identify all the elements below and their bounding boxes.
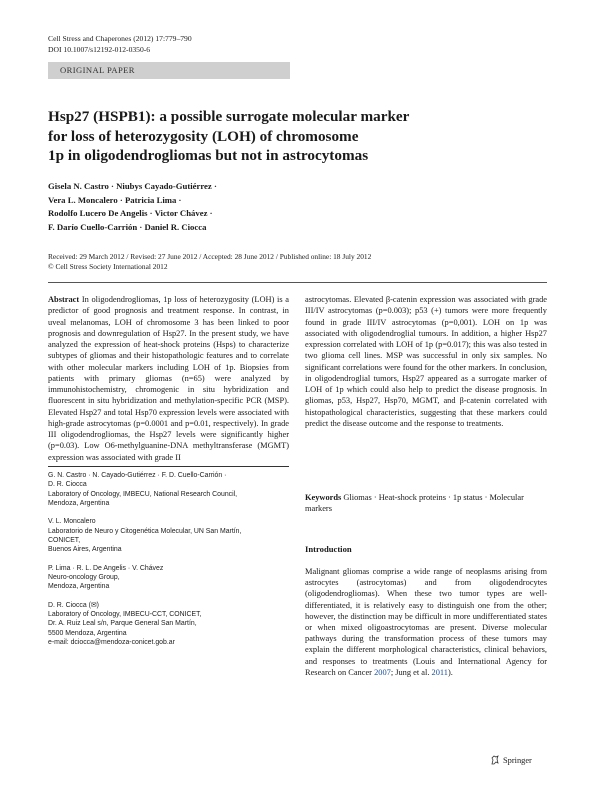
keywords-text: Gliomas · Heat-shock proteins · 1p status · Molecular markers xyxy=(305,493,524,514)
affiliation-block xyxy=(48,471,289,508)
journal-citation: Cell Stress and Chaperones (2012) 17:779–790 xyxy=(48,34,192,43)
article-type-bar xyxy=(48,62,290,79)
article-history xyxy=(48,252,548,272)
publisher-logo xyxy=(490,755,532,765)
doi: DOI 10.1007/s12192-012-0350-6 xyxy=(48,44,151,54)
authors-line-2: Vera L. Moncalero · Patricia Lima · xyxy=(48,194,182,205)
abstract-text: In oligodendrogliomas, 1p loss of heterozygosity (LOH) is a predictor of good prognosis and treatment response. In contrast, in uveal melanomas, LOH of chromosome 3 has been linked to poor prognosis and downregulation of Hsp27. In the present study, we have analyzed the expression of heat-shock proteins (Hsps) to characterize subtypes of gliomas and their histopathologic features and to correlate with other molecular markers including LOH of 1p. Biopsies from patients with primary gliomas (n=65) were analyzed by immunohistochemistry, chromogenic in situ hybridization and fluorescent in situ hybridization and methylation-specific PCR (MSP). Elevated Hsp27 and total Hsp70 expression levels were associated with high-grade astrocytomas (p=0.0001 and p=0.01, respectively). In grade III oligodendrogliomas, the Hsp27 levels were significantly higher (p=0.03). Low O6-methylguanine-DNA methyltransferase (MGMT) expression was associated with grade II xyxy=(48,295,289,462)
publisher-name: Springer xyxy=(503,755,532,765)
affiliations xyxy=(48,471,289,657)
abstract-right-column xyxy=(305,294,547,429)
abstract-text-continued: astrocytomas. Elevated β-catenin expression was associated with grade III/IV astrocytomas (p=0.003); p53 (+) tumors were more frequently found in grade III/IV astrocytomas (p=0,001). LOH on 1p was associated with oligodendroglial tumours. In addition, a higher Hsp27 expression correlated with LOH of 1p (p=0.017); this was also tested in two glioma cell lines. MSP was successful in only six samples. No significant correlations were found for the other markers. In conclusion, in oligodendroglial tumors, Hsp27 appeared as a surrogate marker of LOH of 1p which could also help to predict the disease prognosis. In gliomas, p53, Hsp27, Hsp70, MGMT, and β-catenin correlated with histopathological characteristics, suggesting that these markers could predict the disease outcome and the response to treatments. xyxy=(305,295,547,428)
header-divider xyxy=(48,282,547,283)
introduction-heading: Introduction xyxy=(305,544,352,554)
affiliation-city: Mendoza, Argentina xyxy=(48,500,110,508)
affiliation-city: Buenos Aires, Argentina xyxy=(48,546,122,554)
affiliation-org: Laboratorio de Neuro y Citogenética Molecular, UN San Martín, xyxy=(48,527,242,535)
article-title xyxy=(48,107,528,166)
introduction-text: ; Jung et al. xyxy=(390,667,432,677)
affiliation-names: V. L. Moncalero xyxy=(48,518,96,526)
affiliation-city: Mendoza, Argentina xyxy=(48,583,110,591)
keywords-label: Keywords xyxy=(305,493,342,502)
abstract-label: Abstract xyxy=(48,295,80,304)
history-dates: Received: 29 March 2012 / Revised: 27 June 2012 / Accepted: 28 June 2012 / Published online: 18 July 2012 xyxy=(48,252,372,261)
title-line-1: Hsp27 (HSPB1): a possible surrogate molecular marker xyxy=(48,108,410,125)
affiliation-block xyxy=(48,564,289,592)
affiliation-org: Laboratory of Oncology, IMBECU, National Research Council, xyxy=(48,490,238,498)
introduction-body xyxy=(305,566,547,678)
journal-meta xyxy=(48,34,192,55)
copyright: © Cell Stress Society International 2012 xyxy=(48,262,168,272)
affiliation-names: D. R. Ciocca (✉) xyxy=(48,601,99,609)
abstract-left-column xyxy=(48,294,289,463)
affiliation-block xyxy=(48,517,289,554)
authors-line-1: Gisela N. Castro · Niubys Cayado-Gutiérrez · xyxy=(48,181,217,191)
authors-line-4: F. Darío Cuello-Carrión · Daniel R. Ciocca xyxy=(48,221,207,232)
affiliation-names: D. R. Ciocca xyxy=(48,481,87,489)
introduction-text: ). xyxy=(447,667,453,677)
article-type-label: ORIGINAL PAPER xyxy=(60,65,135,75)
springer-horse-icon xyxy=(490,755,500,765)
reference-link[interactable]: 2011 xyxy=(431,667,448,677)
affiliation-names: G. N. Castro · N. Cayado-Gutiérrez · F. D. Cuello-Carrión · xyxy=(48,472,227,479)
affiliation-org: CONICET, xyxy=(48,537,81,545)
title-line-3: 1p in oligodendrogliomas but not in astrocytomas xyxy=(48,147,369,164)
affiliation-org: Dr. A. Ruiz Leal s/n, Parque General San Martín, xyxy=(48,620,197,628)
authors-line-3: Rodolfo Lucero De Angelis · Victor Chávez · xyxy=(48,208,213,219)
reference-link[interactable]: 2007 xyxy=(374,667,391,677)
corresponding-email[interactable]: e-mail: dciocca@mendoza-conicet.gob.ar xyxy=(48,639,175,647)
title-line-2: for loss of heterozygosity (LOH) of chromosome xyxy=(48,127,359,145)
introduction-text: Malignant gliomas comprise a wide range of neoplasms arising from astrocytes (astrocytomas) and from oligodendrocytes (oligodendrogliomas). When these two tumor types are well-differentiated, it is relatively easy to distinguish one from the other; however, the distinction may be difficult in more undifferentiated states or when mixed oligoastrocytomas are present. Diverse molecular pathways during the transformation process of these tumors may explain the different morphological characteristics, clinical behaviors, and responses to treatments (Louis and International Agency for Research on Cancer xyxy=(305,567,547,677)
affiliation-names: P. Lima · R. L. De Angelis · V. Chávez xyxy=(48,564,164,572)
keywords xyxy=(305,492,547,515)
affiliation-city: 5500 Mendoza, Argentina xyxy=(48,629,127,637)
affiliation-divider xyxy=(48,466,289,467)
affiliation-org: Laboratory of Oncology, IMBECU-CCT, CONICET, xyxy=(48,611,202,619)
author-list xyxy=(48,180,468,234)
affiliation-block xyxy=(48,601,289,648)
affiliation-org: Neuro-oncology Group, xyxy=(48,574,120,582)
